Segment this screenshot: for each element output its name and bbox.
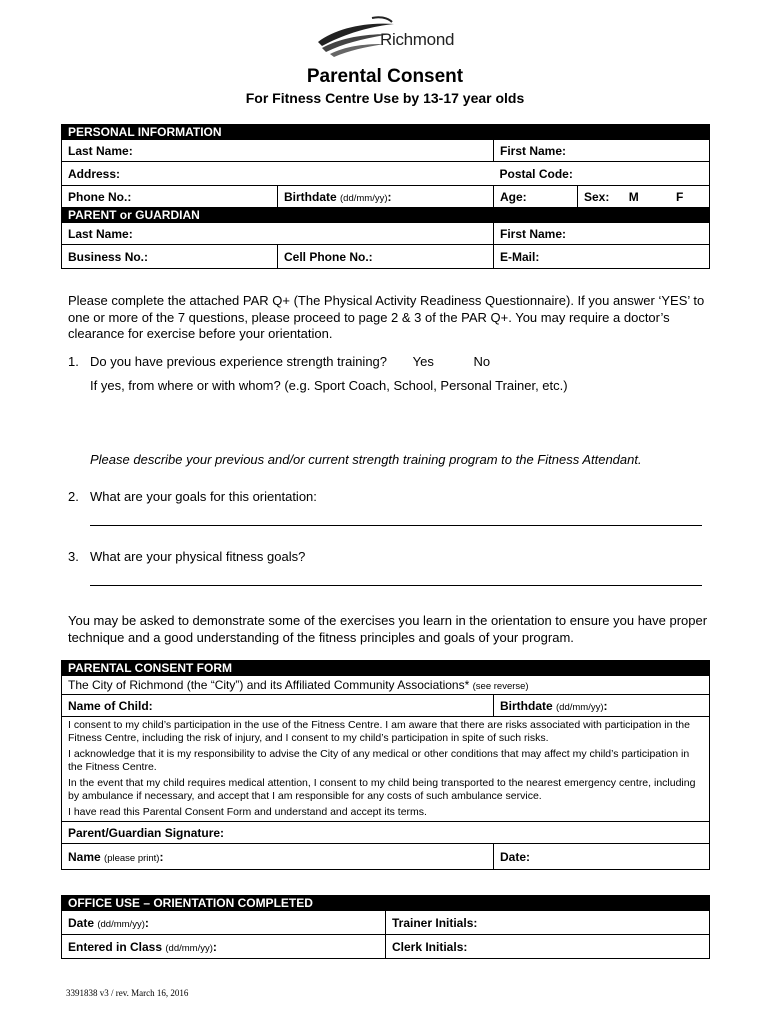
question-3-answer-line[interactable] — [90, 585, 702, 586]
consent-heading: PARENTAL CONSENT FORM — [68, 661, 232, 675]
entered-in-class-field[interactable]: Entered in Class (dd/mm/yy): — [62, 935, 386, 959]
page-title: Parental Consent — [306, 66, 464, 87]
consent-paragraph-4: I have read this Parental Consent Form and understand and accept its terms. — [68, 806, 427, 818]
consent-paragraph-2: I acknowledge that it is my responsibility to advise the City of any medical or other conditions that may affect my child’s participation in the Fitness Centre. — [68, 748, 690, 773]
richmond-logo — [316, 14, 466, 58]
personal-info-table — [61, 124, 710, 269]
consent-date-field[interactable]: Date: — [494, 844, 710, 870]
guardian-signature-field[interactable]: Parent/Guardian Signature: — [62, 822, 710, 844]
child-birthdate-field[interactable]: Birthdate (dd/mm/yy): — [494, 695, 710, 717]
logo-wordmark: Richmond — [380, 30, 455, 49]
q1-no-option[interactable]: No — [473, 354, 491, 369]
trainer-initials-field[interactable]: Trainer Initials: — [386, 911, 710, 935]
email-field[interactable]: E-Mail: — [494, 245, 710, 269]
business-phone-field[interactable]: Business No.: — [62, 245, 278, 269]
consent-terms — [62, 717, 710, 822]
guardian-last-name-field[interactable]: Last Name: — [62, 223, 494, 245]
guardian-heading: PARENT or GUARDIAN — [68, 208, 200, 222]
consent-paragraph-1: I consent to my child’s participation in the use of the Fitness Centre. I am aware that there are risks associated with participation in the Fitness Centre, including the risk of injury, and I consent to my child’s participation in spite of such risks. — [68, 719, 690, 744]
question-1: 1. Do you have previous experience strength training? Yes No — [68, 354, 491, 369]
guardian-first-name-field[interactable]: First Name: — [494, 223, 710, 245]
cell-phone-field[interactable]: Cell Phone No.: — [278, 245, 494, 269]
child-name-field[interactable]: Name of Child: — [62, 695, 494, 717]
parental-consent-table — [61, 660, 710, 870]
personal-info-heading: PERSONAL INFORMATION — [68, 125, 222, 139]
phone-field[interactable]: Phone No.: — [62, 186, 278, 208]
sex-option-f[interactable]: F — [676, 189, 684, 204]
office-use-table — [61, 895, 710, 959]
clerk-initials-field[interactable]: Clerk Initials: — [386, 935, 710, 959]
question-2-answer-line[interactable] — [90, 525, 702, 526]
postal-code-field[interactable]: Postal Code: — [494, 162, 710, 186]
demonstration-note: You may be asked to demonstrate some of the exercises you learn in the orientation to ensure you have proper technique and a good understanding of the fitness principles and goals of your program. — [68, 613, 708, 645]
orientation-date-field[interactable]: Date (dd/mm/yy): — [62, 911, 386, 935]
birthdate-field[interactable]: Birthdate (dd/mm/yy): — [278, 186, 494, 208]
consent-paragraph-3: In the event that my child requires medical attention, I consent to my child being transported to the nearest emergency centre, including by ambulance if necessary, and accept that I am responsible for any costs of such ambulance service. — [68, 777, 696, 802]
consent-city-line: The City of Richmond (the “City”) and its Affiliated Community Associations* (see reverse) — [62, 676, 710, 695]
child-last-name-field[interactable]: Last Name: — [62, 140, 494, 162]
document-footer: 3391838 v3 / rev. March 16, 2016 — [66, 988, 189, 998]
office-use-heading: OFFICE USE – ORIENTATION COMPLETED — [68, 896, 313, 910]
question-1-followup: If yes, from where or with whom? (e.g. Sport Coach, School, Personal Trainer, etc.) — [90, 378, 568, 393]
guardian-print-name-field[interactable]: Name (please print): — [62, 844, 494, 870]
sex-field[interactable]: Sex: M F — [578, 186, 710, 208]
q1-yes-option[interactable]: Yes — [412, 354, 434, 369]
age-field[interactable]: Age: — [494, 186, 578, 208]
address-field[interactable]: Address: — [62, 162, 494, 186]
question-1-note: Please describe your previous and/or current strength training program to the Fitness Attendant. — [90, 452, 642, 467]
par-q-instructions: Please complete the attached PAR Q+ (The Physical Activity Readiness Questionnaire). If you answer ‘YES’ to one or more of the 7 questions, please proceed to page 2 & 3 of the PAR Q+. You may require a doctor’s clearance for exercise before your orientation. — [68, 293, 705, 341]
page-subtitle: For Fitness Centre Use by 13-17 year olds — [245, 90, 525, 106]
child-first-name-field[interactable]: First Name: — [494, 140, 710, 162]
question-2: 2. What are your goals for this orientation: — [68, 489, 317, 504]
sex-option-m[interactable]: M — [628, 189, 639, 204]
question-3: 3. What are your physical fitness goals? — [68, 549, 306, 564]
